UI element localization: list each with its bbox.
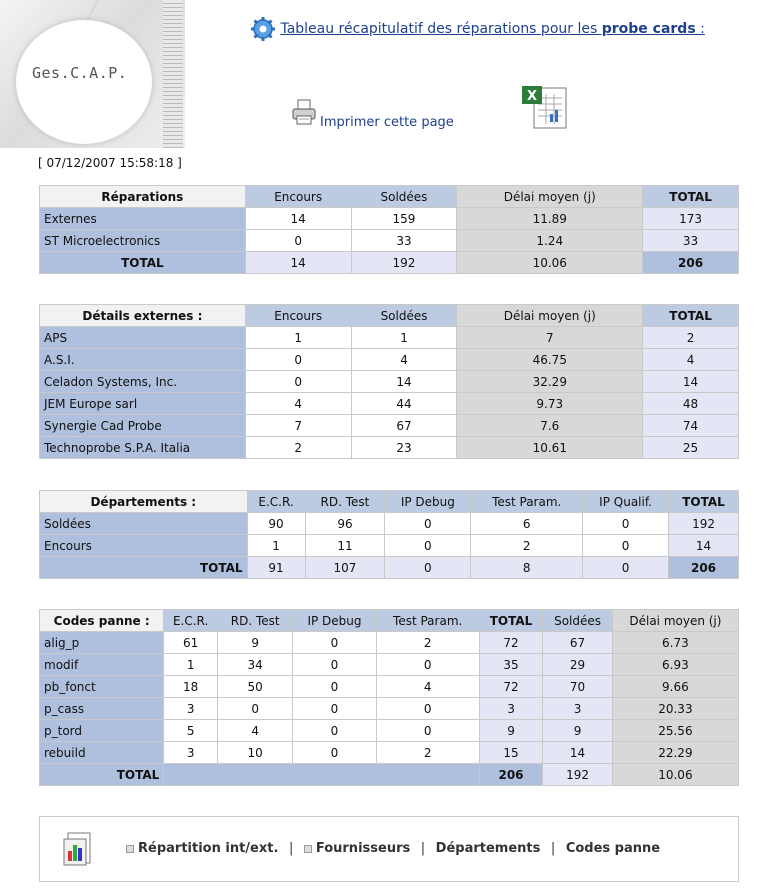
table-cell: 192 (351, 252, 457, 274)
row-label: Soldées (40, 513, 248, 535)
page-title (250, 16, 705, 42)
table-cell: 14 (245, 208, 351, 230)
table-cell: 0 (293, 698, 376, 720)
table-cell: 1.24 (457, 230, 643, 252)
table-cell: 9 (543, 720, 613, 742)
table-cell: 0 (583, 513, 669, 535)
total-spacer (164, 764, 479, 786)
table-header-row (40, 305, 739, 327)
table-cell: 25.56 (612, 720, 738, 742)
table-row (40, 230, 739, 252)
table-cell: 15 (479, 742, 543, 764)
table-cell: 9.73 (457, 393, 643, 415)
table-cell: 10.06 (457, 252, 643, 274)
table-cell: 10 (217, 742, 292, 764)
table-cell: 1 (164, 654, 218, 676)
table-cell: 2 (643, 327, 739, 349)
table-cell: 2 (245, 437, 351, 459)
row-label: Technoprobe S.P.A. Italia (40, 437, 246, 459)
column-header: Soldées (351, 305, 457, 327)
table-cell: 0 (385, 513, 471, 535)
svg-text:X: X (526, 89, 538, 104)
departements-table (39, 490, 739, 579)
fournisseurs-link[interactable] (304, 841, 410, 856)
table-cell: 2 (376, 742, 479, 764)
logo-circle (16, 20, 152, 144)
table-cell: 2 (471, 535, 583, 557)
table-cell: 192 (543, 764, 613, 786)
table-cell: 1 (351, 327, 457, 349)
table-cell: 67 (543, 632, 613, 654)
print-link[interactable] (290, 98, 454, 130)
table-cell: 159 (351, 208, 457, 230)
repartition-link-label: Répartition int/ext. (138, 841, 279, 856)
table-header-row (40, 610, 739, 632)
row-label: TOTAL (40, 252, 246, 274)
table-cell: 8 (471, 557, 583, 579)
row-label: Externes (40, 208, 246, 230)
column-header: Encours (245, 186, 351, 208)
title-suffix: : (695, 21, 705, 37)
column-header: Encours (245, 305, 351, 327)
table-cell: 90 (247, 513, 305, 535)
column-header: Délai moyen (j) (612, 610, 738, 632)
table-cell: 11.89 (457, 208, 643, 230)
total-row (40, 764, 739, 786)
row-label: Celadon Systems, Inc. (40, 371, 246, 393)
table-cell: 206 (643, 252, 739, 274)
total-row (40, 252, 739, 274)
row-label: TOTAL (40, 764, 164, 786)
table-row (40, 654, 739, 676)
table-cell: 0 (293, 742, 376, 764)
table-cell: 3 (479, 698, 543, 720)
row-label: JEM Europe sarl (40, 393, 246, 415)
repartition-link[interactable] (126, 841, 278, 856)
departements-link[interactable]: Départements (435, 841, 541, 856)
table-cell: 50 (217, 676, 292, 698)
table-cell: 14 (543, 742, 613, 764)
column-header: RD. Test (217, 610, 292, 632)
row-label: pb_fonct (40, 676, 164, 698)
table-cell: 70 (543, 676, 613, 698)
table-cell: 6.93 (612, 654, 738, 676)
table-cell: 6 (471, 513, 583, 535)
printer-icon (290, 98, 318, 130)
table-cell: 2 (376, 632, 479, 654)
table-cell: 7 (457, 327, 643, 349)
column-header: TOTAL (479, 610, 543, 632)
column-header: Délai moyen (j) (457, 305, 643, 327)
logo-text: Ges.C.A.P. (32, 64, 128, 82)
column-header: Soldées (543, 610, 613, 632)
row-label: APS (40, 327, 246, 349)
table-cell: 14 (643, 371, 739, 393)
table-cell: 20.33 (612, 698, 738, 720)
table-cell: 14 (351, 371, 457, 393)
table-row (40, 698, 739, 720)
table-cell: 22.29 (612, 742, 738, 764)
logo-banner (0, 0, 185, 148)
table-row (40, 371, 739, 393)
column-header: Départements : (40, 491, 248, 513)
column-header: Test Param. (471, 491, 583, 513)
reparations-table (39, 185, 739, 274)
table-row (40, 742, 739, 764)
table-row (40, 535, 739, 557)
table-cell: 0 (293, 720, 376, 742)
table-cell: 10.61 (457, 437, 643, 459)
table-cell: 72 (479, 632, 543, 654)
table-cell: 72 (479, 676, 543, 698)
column-header: IP Qualif. (583, 491, 669, 513)
row-label: Encours (40, 535, 248, 557)
table-cell: 7 (245, 415, 351, 437)
footer-links (126, 841, 660, 856)
print-label: Imprimer cette page (320, 115, 454, 130)
row-label: A.S.I. (40, 349, 246, 371)
title-prefix: Tableau récapitulatif des réparations pour les (280, 21, 602, 37)
table-cell: 32.29 (457, 371, 643, 393)
gear-icon (250, 16, 276, 42)
table-cell: 0 (245, 371, 351, 393)
table-cell: 25 (643, 437, 739, 459)
table-cell: 46.75 (457, 349, 643, 371)
table-cell: 1 (245, 327, 351, 349)
table-cell: 0 (245, 230, 351, 252)
row-label: rebuild (40, 742, 164, 764)
table-cell: 29 (543, 654, 613, 676)
column-header: IP Debug (293, 610, 376, 632)
column-header: Soldées (351, 186, 457, 208)
table-cell: 0 (376, 698, 479, 720)
table-cell: 0 (385, 557, 471, 579)
table-cell: 96 (305, 513, 385, 535)
fournisseurs-link-label: Fournisseurs (315, 841, 411, 856)
table-cell: 192 (669, 513, 739, 535)
table-cell: 61 (164, 632, 218, 654)
table-cell: 7.6 (457, 415, 643, 437)
table-cell: 91 (247, 557, 305, 579)
charts-icon (60, 831, 96, 867)
table-row (40, 415, 739, 437)
table-cell: 3 (164, 698, 218, 720)
table-cell: 14 (245, 252, 351, 274)
column-header: IP Debug (385, 491, 471, 513)
row-label: p_cass (40, 698, 164, 720)
table-cell: 173 (643, 208, 739, 230)
table-cell: 4 (245, 393, 351, 415)
table-cell: 3 (543, 698, 613, 720)
column-header: TOTAL (669, 491, 739, 513)
table-row (40, 632, 739, 654)
separator: | (550, 841, 556, 856)
table-cell: 3 (164, 742, 218, 764)
table-cell: 11 (305, 535, 385, 557)
table-cell: 48 (643, 393, 739, 415)
table-cell: 107 (305, 557, 385, 579)
table-cell: 0 (245, 349, 351, 371)
table-cell: 23 (351, 437, 457, 459)
row-label: ST Microelectronics (40, 230, 246, 252)
column-header: E.C.R. (164, 610, 218, 632)
column-header: Test Param. (376, 610, 479, 632)
row-label: modif (40, 654, 164, 676)
table-cell: 44 (351, 393, 457, 415)
table-cell: 0 (293, 676, 376, 698)
table-cell: 0 (583, 535, 669, 557)
row-label: TOTAL (40, 557, 248, 579)
table-cell: 33 (351, 230, 457, 252)
column-header: RD. Test (305, 491, 385, 513)
column-header: Délai moyen (j) (457, 186, 643, 208)
table-cell: 0 (217, 698, 292, 720)
table-cell: 33 (643, 230, 739, 252)
table-cell: 9.66 (612, 676, 738, 698)
table-cell: 9 (479, 720, 543, 742)
table-row (40, 393, 739, 415)
table-cell: 10.06 (612, 764, 738, 786)
separator: | (420, 841, 426, 856)
table-row (40, 327, 739, 349)
table-row (40, 720, 739, 742)
table-cell: 0 (376, 654, 479, 676)
title-bold: probe cards (601, 21, 696, 37)
column-header: E.C.R. (247, 491, 305, 513)
table-row (40, 513, 739, 535)
row-label: alig_p (40, 632, 164, 654)
column-header: TOTAL (643, 305, 739, 327)
row-label: p_tord (40, 720, 164, 742)
table-cell: 0 (385, 535, 471, 557)
table-cell: 4 (376, 676, 479, 698)
table-cell: 14 (669, 535, 739, 557)
total-row (40, 557, 739, 579)
table-cell: 9 (217, 632, 292, 654)
table-cell: 34 (217, 654, 292, 676)
timestamp: [ 07/12/2007 15:58:18 ] (38, 156, 182, 170)
bullet-icon (304, 845, 312, 853)
column-header: Codes panne : (40, 610, 164, 632)
table-cell: 0 (376, 720, 479, 742)
table-header-row (40, 491, 739, 513)
table-cell: 4 (351, 349, 457, 371)
table-cell: 5 (164, 720, 218, 742)
separator: | (288, 841, 294, 856)
column-header: Réparations (40, 186, 246, 208)
table-row (40, 676, 739, 698)
table-cell: 1 (247, 535, 305, 557)
table-cell: 0 (293, 654, 376, 676)
column-header: Détails externes : (40, 305, 246, 327)
table-cell: 18 (164, 676, 218, 698)
footer-nav (39, 816, 739, 882)
logo-stripe (163, 0, 183, 148)
codes-panne-table (39, 609, 739, 786)
table-cell: 67 (351, 415, 457, 437)
table-cell: 0 (583, 557, 669, 579)
table-row (40, 208, 739, 230)
table-row (40, 349, 739, 371)
table-cell: 35 (479, 654, 543, 676)
column-header: TOTAL (643, 186, 739, 208)
excel-export-icon[interactable] (520, 84, 570, 130)
bullet-icon (126, 845, 134, 853)
codes-panne-link[interactable]: Codes panne (565, 841, 661, 856)
table-cell: 4 (217, 720, 292, 742)
table-cell: 6.73 (612, 632, 738, 654)
title-link[interactable] (280, 21, 704, 37)
table-header-row (40, 186, 739, 208)
externes-table (39, 304, 739, 459)
table-cell: 0 (293, 632, 376, 654)
table-cell: 74 (643, 415, 739, 437)
table-cell: 4 (643, 349, 739, 371)
row-label: Synergie Cad Probe (40, 415, 246, 437)
table-cell: 206 (669, 557, 739, 579)
table-cell: 206 (479, 764, 543, 786)
table-row (40, 437, 739, 459)
